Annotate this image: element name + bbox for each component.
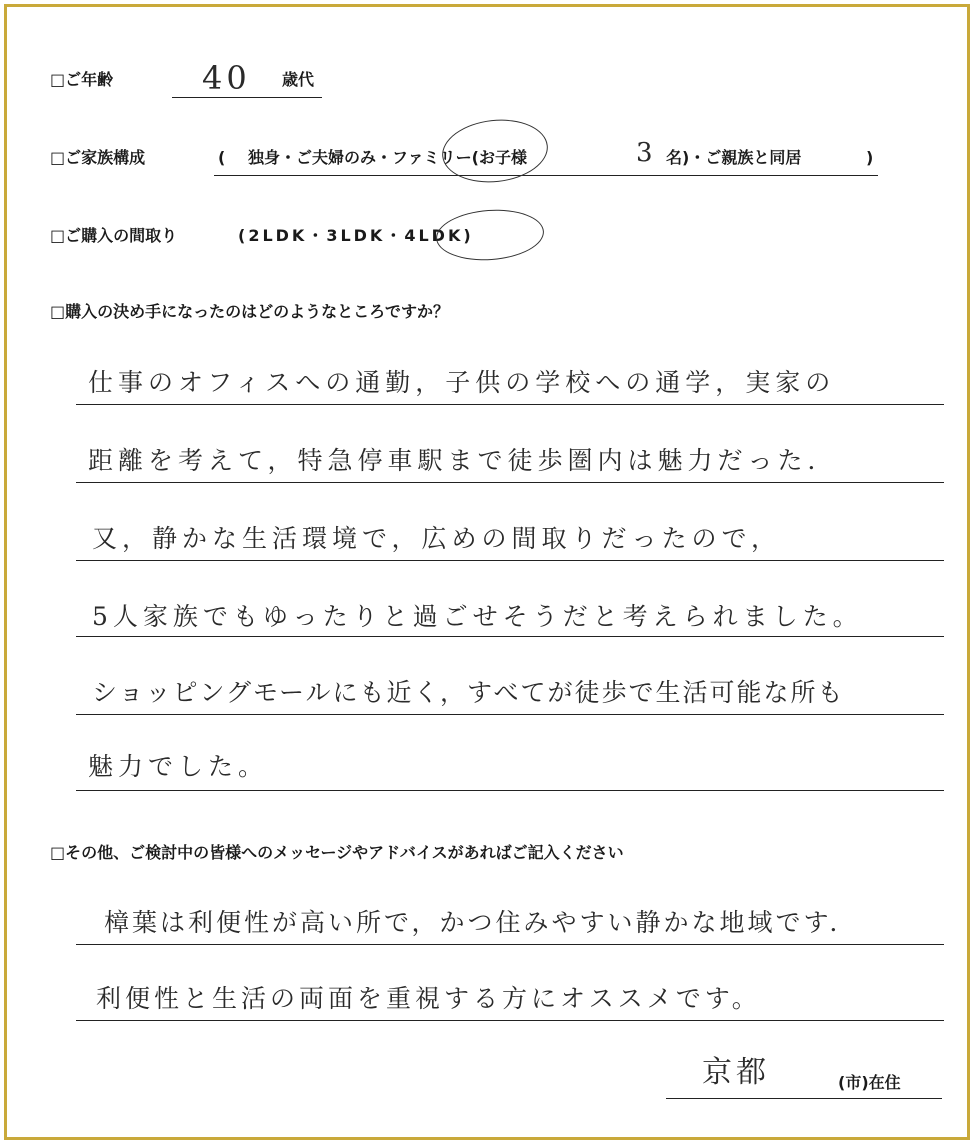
message-label: □その他、ご検討中の皆様へのメッセージやアドバイスがあればご記入ください xyxy=(50,843,624,862)
reason-line-2: 距離を考えて，特急停車駅まで徒歩圏内は魅力だった． xyxy=(88,446,838,475)
layout-options: (2LDK・3LDK・4LDK) xyxy=(238,226,474,245)
age-underline xyxy=(172,97,322,98)
age-label: □ご年齢 xyxy=(50,70,114,89)
family-label: □ご家族構成 xyxy=(50,148,146,167)
reason-line-3: 又，静かな生活環境で，広めの間取りだったので， xyxy=(92,524,782,553)
family-underline xyxy=(214,175,878,176)
age-value: 40 xyxy=(202,59,251,97)
reason-line-4: 5人家族でもゆったりと過ごせそうだと考えられました。 xyxy=(92,602,863,631)
residence-suffix: (市)在住 xyxy=(838,1073,901,1092)
family-options: 独身・ご夫婦のみ・ファミリー(お子様 xyxy=(248,148,527,167)
reason-rule-4 xyxy=(76,636,944,637)
message-rule-1 xyxy=(76,944,944,945)
children-count: 3 xyxy=(636,138,653,168)
reason-rule-6 xyxy=(76,790,944,791)
reason-rule-2 xyxy=(76,482,944,483)
family-close-paren: ) xyxy=(866,148,874,167)
layout-label: □ご購入の間取り xyxy=(50,226,178,245)
residence-city: 京都 xyxy=(702,1055,770,1090)
message-line-1: 樟葉は利便性が高い所で，かつ住みやすい静かな地域です． xyxy=(104,908,858,937)
reason-rule-3 xyxy=(76,560,944,561)
reason-line-1: 仕事のオフィスへの通勤，子供の学校への通学，実家の xyxy=(88,368,836,397)
family-options-after: 名)・ご親族と同居 xyxy=(666,148,802,167)
reason-label: □購入の決め手になったのはどのようなところですか？ xyxy=(50,302,449,321)
message-rule-2 xyxy=(76,1020,944,1021)
reason-rule-1 xyxy=(76,404,944,405)
reason-line-6: 魅力でした。 xyxy=(88,752,269,781)
reason-rule-5 xyxy=(76,714,944,715)
reason-line-5: ショッピングモールにも近く，すべてが徒歩で生活可能な所も xyxy=(92,678,845,707)
age-suffix: 歳代 xyxy=(282,70,315,89)
family-open-paren: ( xyxy=(218,148,226,167)
residence-underline xyxy=(666,1098,942,1099)
message-line-2: 利便性と生活の両面を重視する方にオススメです。 xyxy=(96,984,761,1013)
